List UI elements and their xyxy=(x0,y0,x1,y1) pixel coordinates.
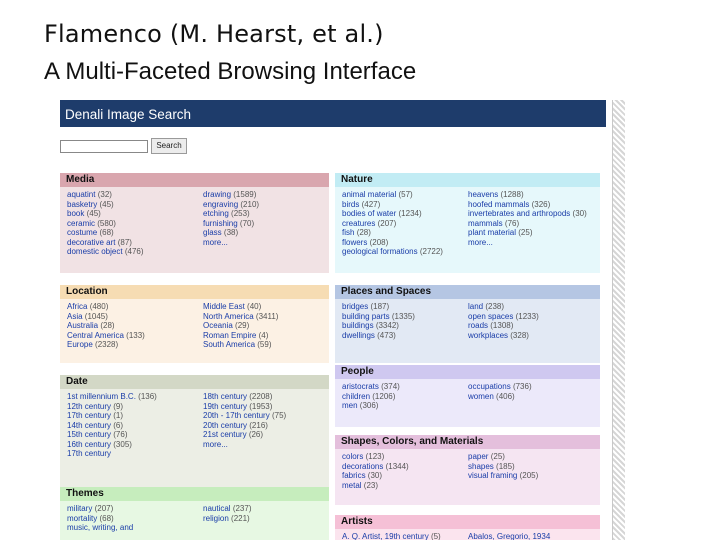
facet-item-count: (6) xyxy=(113,420,124,430)
facet-item-label: occupations xyxy=(468,382,511,391)
facet-item-count: (23) xyxy=(363,480,379,490)
facet-places-and-spaces xyxy=(335,285,600,363)
facet-item[interactable] xyxy=(468,452,538,462)
facet-item[interactable] xyxy=(67,430,157,440)
facet-item[interactable] xyxy=(468,312,539,322)
facet-item[interactable] xyxy=(67,421,157,431)
facet-body xyxy=(60,299,329,363)
facet-column xyxy=(342,532,441,540)
facet-item-label: decorative art xyxy=(67,237,116,247)
facet-body xyxy=(60,501,329,540)
facet-item-count: (76) xyxy=(504,218,520,228)
facet-item-label: basketry xyxy=(67,199,98,209)
facet-item-label: men xyxy=(342,401,358,410)
facet-item-label: Abalos, Gregorio, 1934 xyxy=(468,532,551,540)
facet-item-label: 21st century xyxy=(203,430,247,439)
facet-item-label: aquatint xyxy=(67,190,96,199)
facet-item-label: Central America xyxy=(67,330,124,340)
facet-item-label: hoofed mammals xyxy=(468,199,530,209)
facet-item[interactable] xyxy=(203,430,286,440)
facet-item-count: (38) xyxy=(223,228,239,237)
facet-item-label: invertebrates and arthropods xyxy=(468,209,571,218)
facet-themes xyxy=(60,487,329,540)
facet-item[interactable] xyxy=(203,392,286,402)
facet-item-count: (480) xyxy=(89,302,109,311)
facet-item[interactable] xyxy=(67,402,157,412)
facet-item-count: (45) xyxy=(99,199,114,209)
facet-item-count: (1045) xyxy=(84,311,108,321)
facet-title[interactable]: Themes xyxy=(60,487,329,501)
facet-item-label: furnishing xyxy=(203,218,238,228)
facet-item-count: (185) xyxy=(496,461,515,471)
facet-item-label: bodies of water xyxy=(342,209,397,218)
facet-item-count: (216) xyxy=(249,420,268,430)
facet-item-label: domestic object xyxy=(67,247,123,256)
facet-item-count: (70) xyxy=(239,218,255,228)
facet-item-count: (210) xyxy=(240,199,260,209)
facet-item[interactable] xyxy=(203,514,252,524)
facet-item[interactable] xyxy=(342,392,400,402)
facet-item-label: open spaces xyxy=(468,311,514,321)
facet-item-label: mortality xyxy=(67,513,98,523)
facet-item-label: fabrics xyxy=(342,471,366,480)
facet-item-label: North America xyxy=(203,311,254,321)
facet-item[interactable] xyxy=(203,219,259,229)
facet-item-count: (1) xyxy=(113,411,124,420)
facet-item[interactable] xyxy=(468,392,532,402)
facet-item[interactable] xyxy=(67,449,157,459)
facet-item-count: (406) xyxy=(496,391,515,401)
facet-item-label: 19th century xyxy=(203,401,248,411)
facet-item-label: 20th - 17th century xyxy=(203,411,270,420)
facet-item-label: 1st millennium B.C. xyxy=(67,392,136,401)
search-input[interactable] xyxy=(60,140,148,153)
facet-item-count: (87) xyxy=(117,237,132,247)
facet-item-count: (476) xyxy=(124,247,144,256)
facet-column xyxy=(67,302,145,350)
facet-item-label: building parts xyxy=(342,311,390,321)
facet-item-label: nautical xyxy=(203,504,231,513)
facet-item[interactable] xyxy=(203,411,286,421)
facet-item-label: children xyxy=(342,391,371,401)
facet-item-label: plant material xyxy=(468,228,517,237)
facet-column xyxy=(342,452,409,490)
facet-item-label: dwellings xyxy=(342,330,375,340)
facet-item-label: buildings xyxy=(342,321,374,330)
facet-shapes-colors-and-materials xyxy=(335,435,600,505)
facet-item[interactable] xyxy=(67,302,145,312)
facet-column xyxy=(468,382,532,401)
facet-column xyxy=(468,532,550,540)
facet-item-count: (1335) xyxy=(391,311,415,321)
facet-item-label: A. Q. Artist, 19th century xyxy=(342,532,429,540)
facet-item-label: drawing xyxy=(203,190,232,199)
facet-item-count: (305) xyxy=(113,439,132,449)
facet-item[interactable] xyxy=(342,401,400,411)
facet-item-count: (253) xyxy=(231,209,250,218)
facet-item-label: fish xyxy=(342,228,355,237)
facet-item-count: (2328) xyxy=(95,340,119,349)
facet-title[interactable]: People xyxy=(335,365,600,379)
facet-item[interactable] xyxy=(203,190,259,200)
facet-item[interactable] xyxy=(468,302,539,312)
facet-title[interactable]: Artists xyxy=(335,515,600,529)
facet-item[interactable] xyxy=(468,190,587,200)
facet-item-count: (40) xyxy=(247,302,262,311)
facet-item[interactable] xyxy=(342,209,443,219)
slide-subtitle: A Multi-Faceted Browsing Interface xyxy=(44,58,417,85)
facet-column xyxy=(203,504,252,523)
facet-body xyxy=(335,529,600,540)
facet-item-count: (32) xyxy=(97,190,112,199)
facet-item-count: (28) xyxy=(100,321,115,330)
facet-nature xyxy=(335,173,600,273)
facet-item-label: Asia xyxy=(67,311,83,321)
facet-item-count: (374) xyxy=(381,382,400,391)
facet-column xyxy=(468,452,538,481)
facet-people xyxy=(335,365,600,427)
facet-item-label: South America xyxy=(203,340,256,349)
facet-item-count: (328) xyxy=(510,330,529,340)
browser-screenshot xyxy=(55,100,630,540)
facet-item[interactable] xyxy=(67,440,157,450)
facet-item[interactable] xyxy=(342,471,409,481)
facet-item-label: roads xyxy=(468,321,489,330)
facet-item-count: (3342) xyxy=(375,321,399,330)
facet-item-count: (26) xyxy=(248,430,264,439)
facet-item-count: (1234) xyxy=(398,209,422,218)
facet-item[interactable] xyxy=(342,331,415,341)
facet-item-label: military xyxy=(67,504,93,513)
facet-item-count: (207) xyxy=(377,218,397,228)
slide-title: Flamenco (M. Hearst, et al.) xyxy=(44,20,384,48)
facet-item[interactable] xyxy=(203,504,252,514)
facet-item-label: workplaces xyxy=(468,330,509,340)
facet-item-label: geological formations xyxy=(342,247,418,256)
facet-body xyxy=(335,379,600,427)
facet-item[interactable] xyxy=(468,462,538,472)
facet-item-label: engraving xyxy=(203,199,239,209)
facet-item[interactable] xyxy=(203,402,286,412)
facet-item-label: creatures xyxy=(342,218,376,228)
facet-item[interactable] xyxy=(203,302,278,312)
facet-item[interactable] xyxy=(342,452,409,462)
facet-column xyxy=(342,382,400,411)
facet-item[interactable] xyxy=(67,219,144,229)
facet-item-label: more... xyxy=(203,439,228,449)
facet-location xyxy=(60,285,329,363)
facet-item-count: (326) xyxy=(531,199,551,209)
facet-item-label: animal material xyxy=(342,190,397,199)
facet-item[interactable] xyxy=(67,209,144,219)
facet-item[interactable] xyxy=(342,238,443,248)
facet-item[interactable] xyxy=(468,471,538,481)
facet-item[interactable] xyxy=(67,514,133,524)
facet-item-label: mammals xyxy=(468,218,503,228)
facet-item-count: (28) xyxy=(356,228,371,237)
facet-item-label: paper xyxy=(468,452,489,461)
facet-body xyxy=(335,187,600,273)
facet-item-count: (68) xyxy=(99,513,114,523)
facet-item[interactable] xyxy=(67,247,144,257)
facet-item[interactable] xyxy=(67,238,144,248)
facet-item-count: (25) xyxy=(490,452,505,461)
app-title-bar xyxy=(60,100,606,127)
facet-item-count: (136) xyxy=(138,392,157,401)
facet-item-count: (1953) xyxy=(249,401,273,411)
facet-item-count: (2722) xyxy=(419,247,443,256)
facet-item-label: metal xyxy=(342,480,362,490)
facet-date xyxy=(60,375,329,487)
facet-item-label: 16th century xyxy=(67,439,112,449)
facet-item[interactable] xyxy=(203,209,259,219)
facet-item-label: 17th century xyxy=(67,449,112,458)
facet-item-label: Oceania xyxy=(203,321,233,330)
facet-item[interactable] xyxy=(468,321,539,331)
facet-item[interactable] xyxy=(468,200,587,210)
facet-item-count: (57) xyxy=(398,190,413,199)
facet-item[interactable] xyxy=(342,532,441,540)
facet-item[interactable] xyxy=(203,340,278,350)
facet-item-count: (736) xyxy=(512,382,532,391)
facet-item-count: (207) xyxy=(94,504,114,513)
facet-media xyxy=(60,173,329,273)
facet-item-count: (205) xyxy=(519,471,539,480)
facet-item-count: (1206) xyxy=(372,391,396,401)
facet-item[interactable] xyxy=(468,532,550,540)
facet-item-count: (1308) xyxy=(490,321,514,330)
facet-item[interactable] xyxy=(67,392,157,402)
facet-item-label: Middle East xyxy=(203,302,245,311)
facet-item[interactable] xyxy=(203,200,259,210)
facet-item-count: (30) xyxy=(367,471,383,480)
facet-item[interactable] xyxy=(67,228,144,238)
facet-item-count: (68) xyxy=(99,228,114,237)
facet-item-label: 15th century xyxy=(67,430,112,439)
facet-item-label: 12th century xyxy=(67,401,112,411)
facet-item-count: (1344) xyxy=(385,461,409,471)
facet-item-label: heavens xyxy=(468,190,499,199)
more-link[interactable] xyxy=(203,238,259,248)
facet-item-count: (4) xyxy=(258,330,269,340)
facet-item-label: birds xyxy=(342,199,360,209)
facet-item-label: colors xyxy=(342,452,364,461)
facet-item[interactable] xyxy=(67,321,145,331)
facet-item-label: more... xyxy=(203,237,228,247)
facet-column xyxy=(342,302,415,340)
facet-item[interactable] xyxy=(342,321,415,331)
facet-item[interactable] xyxy=(342,462,409,472)
facet-item[interactable] xyxy=(468,219,587,229)
facet-item[interactable] xyxy=(468,228,587,238)
app-title: Denali Image Search xyxy=(65,107,192,122)
facet-column xyxy=(67,392,157,459)
facet-item-label: decorations xyxy=(342,461,384,471)
facet-title[interactable]: Location xyxy=(60,285,329,299)
facet-artists xyxy=(335,515,600,540)
facet-item-count: (427) xyxy=(361,199,381,209)
facet-item[interactable] xyxy=(67,312,145,322)
facet-item-count: (123) xyxy=(365,452,385,461)
facet-item[interactable] xyxy=(67,504,133,514)
facet-item[interactable] xyxy=(67,331,145,341)
facet-item-label: 18th century xyxy=(203,392,248,401)
facet-item-count: (59) xyxy=(257,340,272,349)
facet-item[interactable] xyxy=(203,421,286,431)
facet-item-label: more... xyxy=(468,237,493,247)
facet-item[interactable] xyxy=(342,219,443,229)
facet-item-label: 20th century xyxy=(203,420,248,430)
facet-item-count: (1589) xyxy=(233,190,257,199)
facet-item-label: women xyxy=(468,391,494,401)
facet-item[interactable] xyxy=(67,200,144,210)
facet-item-count: (133) xyxy=(126,330,145,340)
facet-item-label: 17th century xyxy=(67,411,112,420)
search-button[interactable]: Search xyxy=(151,138,187,154)
facet-item-label: visual framing xyxy=(468,471,518,480)
facet-item-count: (580) xyxy=(97,218,116,228)
facet-body xyxy=(335,299,600,363)
facet-column xyxy=(67,504,133,533)
facet-item-count: (3411) xyxy=(255,311,279,321)
facet-item-label: aristocrats xyxy=(342,382,379,391)
facet-item[interactable] xyxy=(342,481,409,491)
facet-item-label: land xyxy=(468,302,484,311)
facet-item[interactable] xyxy=(468,209,587,219)
facet-column xyxy=(67,190,144,257)
facet-item-count: (237) xyxy=(232,504,252,513)
facet-title[interactable]: Places and Spaces xyxy=(335,285,600,299)
facet-item-label: flowers xyxy=(342,237,368,247)
facet-column xyxy=(203,392,286,449)
facet-column xyxy=(342,190,443,257)
facet-item[interactable] xyxy=(67,340,145,350)
scrollbar[interactable] xyxy=(612,100,625,540)
facet-item-label: Africa xyxy=(67,302,88,311)
facet-title[interactable]: Nature xyxy=(335,173,600,187)
facet-title[interactable]: Date xyxy=(60,375,329,389)
facet-item-label: religion xyxy=(203,513,229,523)
facet-title[interactable]: Shapes, Colors, and Materials xyxy=(335,435,600,449)
facet-item-count: (208) xyxy=(369,237,389,247)
facet-item-count: (25) xyxy=(518,228,533,237)
facet-item[interactable] xyxy=(342,190,443,200)
facet-item-label: bridges xyxy=(342,302,369,311)
facet-item[interactable] xyxy=(203,321,278,331)
facet-item-count: (306) xyxy=(359,401,379,410)
facet-item-count: (5) xyxy=(430,532,441,540)
facet-column xyxy=(468,302,539,340)
facet-item-count: (1288) xyxy=(500,190,524,199)
facet-item-label: Europe xyxy=(67,340,93,349)
facet-item[interactable] xyxy=(67,190,144,200)
facet-item-count: (45) xyxy=(86,209,101,218)
facet-item-label: costume xyxy=(67,228,98,237)
facet-item[interactable] xyxy=(203,312,278,322)
facet-item-label: shapes xyxy=(468,461,494,471)
facet-item[interactable] xyxy=(342,228,443,238)
facet-item[interactable] xyxy=(67,411,157,421)
facet-item[interactable] xyxy=(468,382,532,392)
facet-item-count: (30) xyxy=(572,209,587,218)
facet-item-count: (1233) xyxy=(515,311,539,321)
facet-column xyxy=(203,190,259,247)
facet-item-count: (187) xyxy=(370,302,390,311)
facet-item-count: (2208) xyxy=(249,392,273,401)
facet-item-count: (473) xyxy=(377,330,396,340)
facet-item-label: glass xyxy=(203,228,222,237)
facet-item-label: Roman Empire xyxy=(203,330,257,340)
facet-item-label: music, writing, and xyxy=(67,523,134,532)
facet-item[interactable] xyxy=(342,247,443,257)
facet-item-label: 14th century xyxy=(67,420,112,430)
facet-column xyxy=(468,190,587,247)
facet-item[interactable] xyxy=(342,382,400,392)
facet-column xyxy=(203,302,278,350)
facet-item[interactable] xyxy=(342,200,443,210)
facet-item-label: etching xyxy=(203,209,229,218)
facet-title[interactable]: Media xyxy=(60,173,329,187)
facet-body xyxy=(335,449,600,505)
facet-item-count: (76) xyxy=(113,430,128,439)
more-link[interactable] xyxy=(203,440,286,450)
facet-item[interactable] xyxy=(67,523,133,533)
facet-item[interactable] xyxy=(342,312,415,322)
facet-item-count: (29) xyxy=(235,321,250,330)
facet-body xyxy=(60,389,329,487)
facet-item-label: ceramic xyxy=(67,218,96,228)
facet-item-count: (9) xyxy=(113,401,124,411)
facet-item-label: Australia xyxy=(67,321,99,330)
facet-item-count: (238) xyxy=(485,302,505,311)
facet-item[interactable] xyxy=(203,228,259,238)
facet-item-label: book xyxy=(67,209,85,218)
facet-item-count: (221) xyxy=(231,513,250,523)
facet-item-count: (75) xyxy=(271,411,287,420)
facet-item[interactable] xyxy=(468,331,539,341)
more-link[interactable] xyxy=(468,238,587,248)
facet-item[interactable] xyxy=(203,331,278,341)
facet-body xyxy=(60,187,329,273)
facet-item[interactable] xyxy=(342,302,415,312)
